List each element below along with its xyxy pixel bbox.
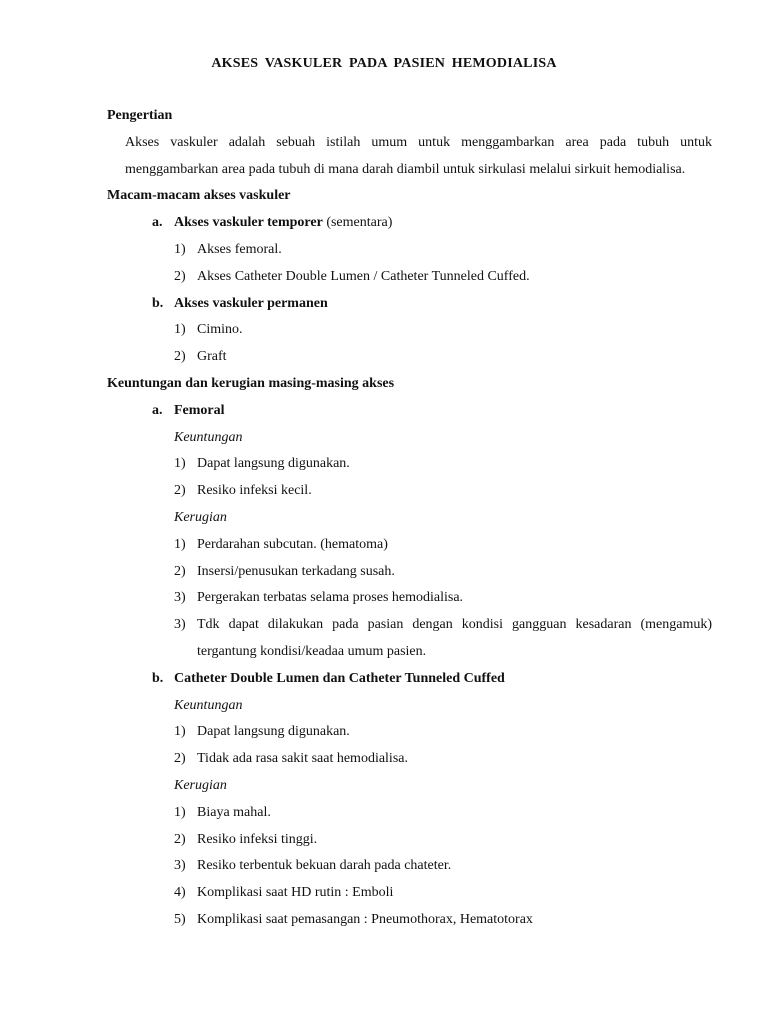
item-number: 3) [174,590,186,606]
section-heading-keuntungan: Keuntungan dan kerugian masing-masing akses [107,375,395,391]
list-item [107,317,712,344]
item-text: Resiko infeksi tinggi. [197,831,318,847]
subsection-title: Akses vaskuler permanen [174,295,328,311]
item-number: 1) [174,322,186,338]
pros-label: Keuntungan [174,429,243,445]
item-text: Tdk dapat dilakukan pada pasian dengan kondisi gangguan kesadaran (mengamuk) tergantung kondisi/keadaa umum pasien. [197,617,712,659]
subsection-femoral [107,398,712,425]
item-number: 2) [174,563,186,579]
item-text: Insersi/penusukan terkadang susah. [197,563,395,579]
item-text: Biaya mahal. [197,804,271,820]
subsection-label: a. [152,402,163,418]
subsection-title: Akses vaskuler temporer [174,215,323,231]
list-item [107,559,712,586]
list-item [107,746,712,773]
item-text: Pergerakan terbatas selama proses hemodialisa. [197,590,464,606]
list-item [107,478,712,505]
pengertian-paragraph: Akses vaskuler adalah sebuah istilah umum untuk menggambarkan area pada tubuh untuk menggambarkan area pada tubuh di mana darah diambil untuk sirkulasi melalui sirkuit hemodialisa. [125,134,712,177]
item-text: Resiko infeksi kecil. [197,483,312,499]
section-heading-pengertian: Pengertian [107,108,173,123]
item-text: Resiko terbentuk bekuan darah pada chateter. [197,858,452,874]
item-text: Dapat langsung digunakan. [197,456,350,472]
cons-label: Kerugian [174,509,227,525]
item-number: 2) [174,268,186,284]
item-number: 3) [174,858,186,874]
document-body [107,103,712,934]
item-number: 3) [174,617,186,633]
list-item [107,264,712,291]
item-number: 1) [174,724,186,740]
list-item [107,451,712,478]
item-number: 1) [174,536,186,552]
item-number: 2) [174,751,186,767]
item-number: 1) [174,456,186,472]
subsection-note: (sementara) [322,215,393,231]
subsection-permanen [107,291,712,318]
subsection-title: Catheter Double Lumen dan Catheter Tunneled Cuffed [174,670,505,686]
subsection-temporer [107,210,712,237]
list-item [107,237,712,264]
item-number: 1) [174,241,186,257]
item-number: 4) [174,885,186,901]
subsection-title: Femoral [174,402,225,418]
document-title: AKSES VASKULER PADA PASIEN HEMODIALISA [211,56,557,71]
item-text: Graft [197,349,227,365]
item-text: Komplikasi saat pemasangan : Pneumothorax, Hematotorax [197,911,533,927]
item-number: 5) [174,911,186,927]
item-text: Komplikasi saat HD rutin : Emboli [197,885,394,901]
item-text: Perdarahan subcutan. (hematoma) [197,536,388,552]
item-number: 1) [174,804,186,820]
item-number: 2) [174,831,186,847]
item-number: 2) [174,483,186,499]
list-item [107,612,712,666]
section-heading-macam: Macam-macam akses vaskuler [107,188,291,204]
item-text: Akses Catheter Double Lumen / Catheter Tunneled Cuffed. [197,268,530,284]
list-item [107,827,712,854]
subsection-label: a. [152,215,163,231]
list-item [107,907,712,934]
item-text: Dapat langsung digunakan. [197,724,350,740]
list-item [107,585,712,612]
list-item [107,880,712,907]
list-item [107,719,712,746]
item-text: Cimino. [197,322,243,338]
subsection-label: b. [152,670,164,686]
pros-label: Keuntungan [174,697,243,713]
cons-label: Kerugian [174,777,227,793]
item-text: Tidak ada rasa sakit saat hemodialisa. [197,751,408,767]
list-item [107,853,712,880]
list-item [107,532,712,559]
subsection-label: b. [152,295,164,311]
item-number: 2) [174,349,186,365]
list-item [107,344,712,371]
subsection-catheter [107,666,712,693]
list-item [107,800,712,827]
item-text: Akses femoral. [197,241,282,257]
